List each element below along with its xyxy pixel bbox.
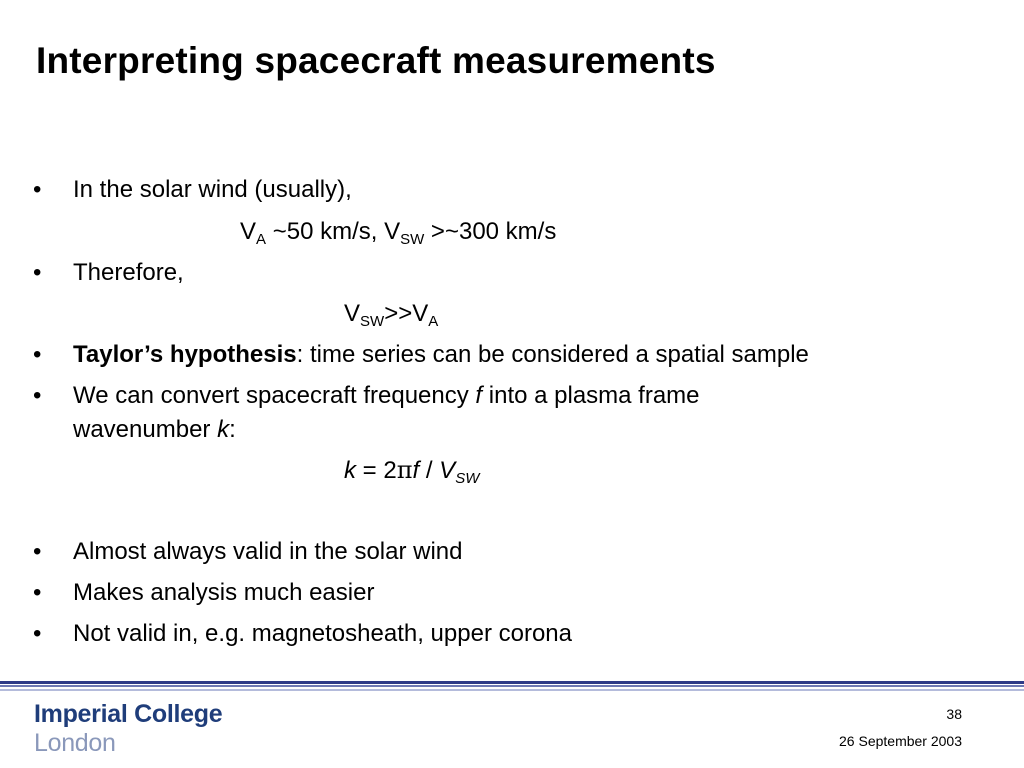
page-number: 38	[946, 706, 962, 722]
va-symbol: V	[240, 218, 257, 245]
logo-line-1: Imperial College	[34, 700, 223, 728]
colon-text: :	[229, 416, 236, 443]
taylor-hypothesis-term: Taylor’s hypothesis	[73, 341, 297, 368]
speed-text-2: >~300 km/s	[424, 218, 557, 245]
equals-two: = 2	[356, 457, 397, 484]
bullet-marker: •	[33, 620, 42, 647]
k-symbol: k	[217, 416, 230, 443]
gg-text: >>V	[384, 300, 429, 327]
footer-date: 26 September 2003	[839, 733, 962, 749]
imperial-college-london-logo	[34, 700, 222, 758]
bullet-convert-frequency-line2	[73, 416, 236, 444]
equation-vsw-gg-va	[344, 300, 438, 328]
vsw-subscript: SW	[400, 231, 425, 248]
bullet-taylor-hypothesis	[73, 341, 809, 369]
slash-symbol: /	[419, 457, 440, 484]
convert-text-2: into a plasma frame	[482, 382, 700, 409]
bullet-therefore: Therefore,	[73, 259, 184, 286]
footer-rule-dark	[0, 681, 1024, 684]
bullet-makes-analysis-easier: Makes analysis much easier	[73, 579, 375, 606]
vsw-symbol: V	[344, 300, 361, 327]
vsw-subscript: SW	[360, 313, 385, 330]
bullet-marker: •	[33, 176, 42, 203]
bullet-marker: •	[33, 259, 42, 286]
equation-wavenumber	[344, 456, 479, 485]
bullet-solar-wind: In the solar wind (usually),	[73, 176, 352, 203]
taylor-hypothesis-text: : time series can be considered a spatial sample	[296, 341, 809, 368]
va-subscript: A	[428, 313, 439, 330]
wavenumber-text: wavenumber	[73, 416, 218, 443]
bullet-convert-frequency	[73, 382, 700, 410]
v-symbol: V	[439, 457, 456, 484]
k-symbol: k	[344, 457, 356, 484]
f-symbol: f	[475, 382, 483, 409]
logo-line-2: London	[34, 729, 116, 757]
sw-subscript: SW	[455, 470, 480, 487]
bullet-almost-always-valid: Almost always valid in the solar wind	[73, 538, 463, 565]
slide-title: Interpreting spacecraft measurements	[36, 40, 716, 81]
speed-text: ~50 km/s, V	[266, 218, 401, 245]
bullet-marker: •	[33, 382, 42, 409]
pi-symbol: π	[396, 456, 413, 484]
bullet-marker: •	[33, 341, 42, 368]
va-subscript: A	[256, 231, 267, 248]
footer-rule-mid	[0, 685, 1024, 687]
convert-text-1: We can convert spacecraft frequency	[73, 382, 476, 409]
f-symbol: f	[412, 457, 420, 484]
bullet-not-valid: Not valid in, e.g. magnetosheath, upper corona	[73, 620, 572, 647]
footer-rule-light	[0, 689, 1024, 691]
bullet-marker: •	[33, 538, 42, 565]
bullet-marker: •	[33, 579, 42, 606]
equation-speeds	[240, 218, 556, 246]
